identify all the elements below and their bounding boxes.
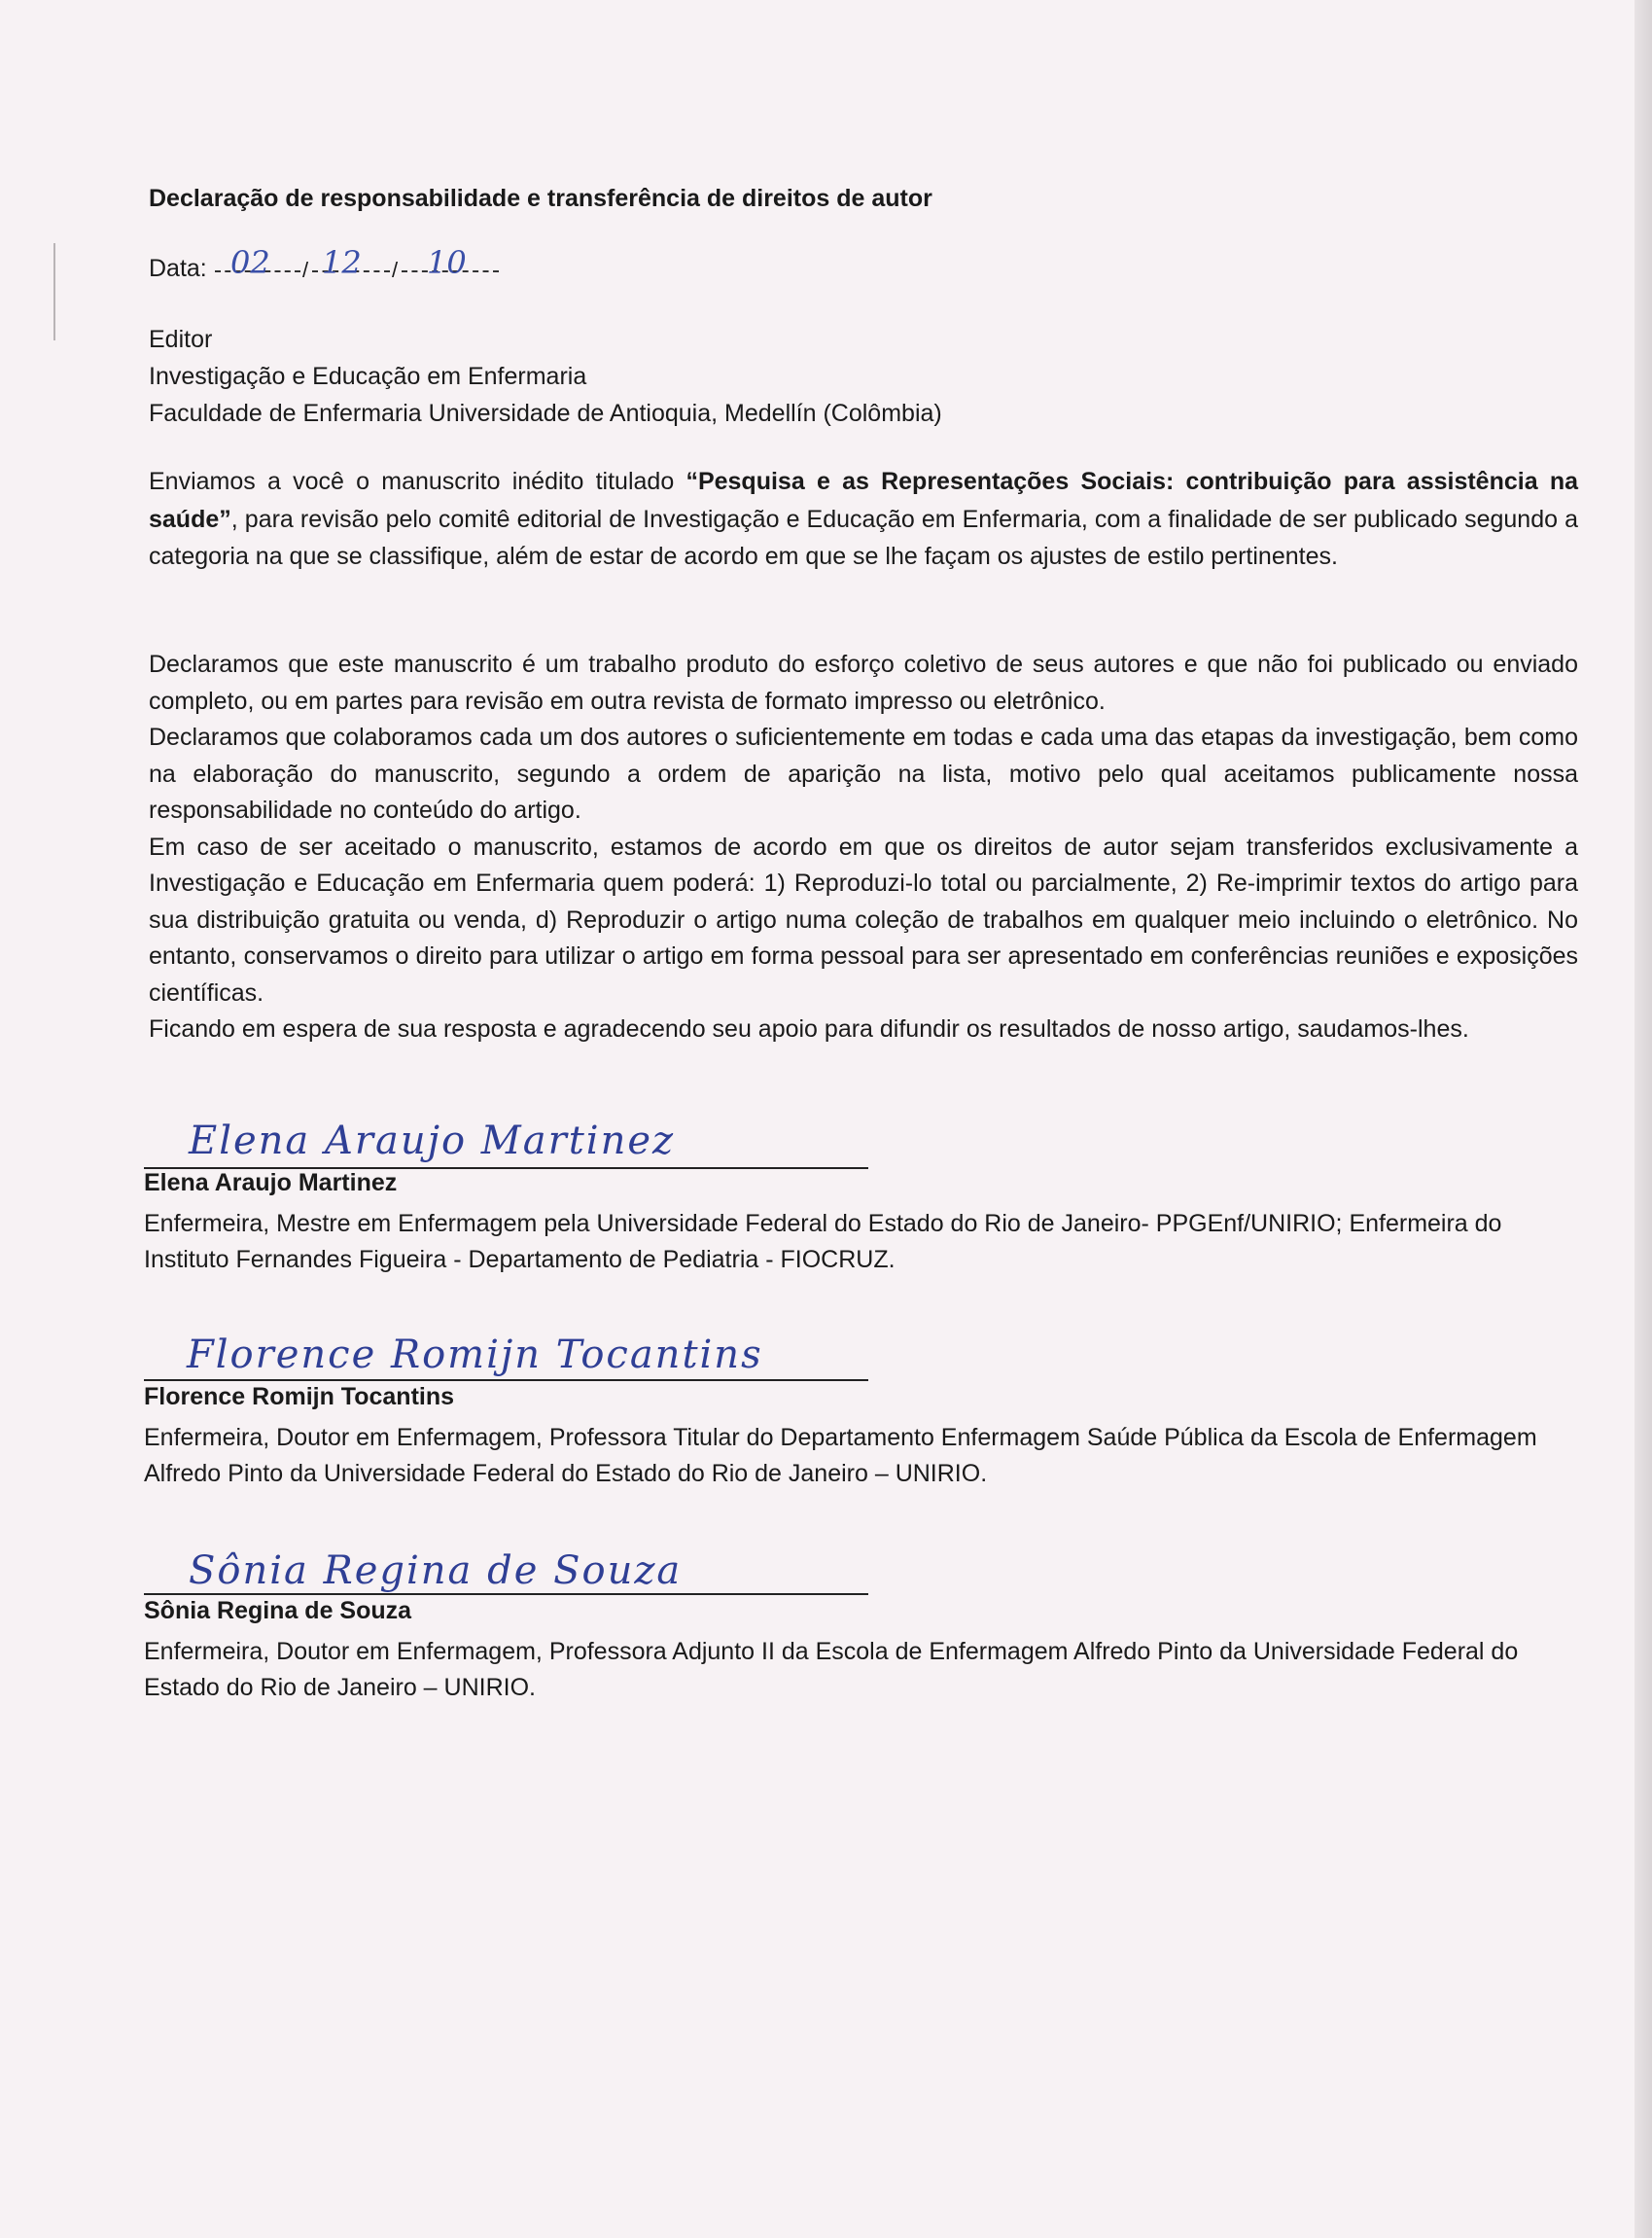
page-edge (1634, 0, 1652, 2238)
signatory-name: Elena Araujo Martinez (144, 1169, 398, 1196)
intro-prefix: Enviamos a você o manuscrito inédito titulado (149, 468, 686, 495)
handwritten-signature: Elena Araujo Martinez (189, 1119, 676, 1163)
signatory-name: Florence Romijn Tocantins (144, 1383, 455, 1410)
date-slash: / (392, 258, 399, 282)
paragraph-intro (149, 463, 1578, 576)
scan-mark (53, 243, 55, 340)
signature-line (144, 1379, 868, 1381)
paragraph-group (149, 647, 1578, 1048)
handwritten-signature: Sônia Regina de Souza (189, 1548, 683, 1593)
date-year: 10 (427, 244, 467, 281)
paragraph-collaboration: Declaramos que colaboramos cada um dos autores o suficientemente em todas e cada uma das etapas da investigação, bem como na elaboração do manuscrito, segundo a ordem de aparição na lista, motivo pelo qual aceitamos publicamente nossa responsabilidade no conteúdo do artigo. (149, 724, 1578, 824)
signatory-description: Enfermeira, Doutor em Enfermagem, Professora Adjunto II da Escola de Enfermagem Alfredo Pinto da Universidade Federal do Estado do Rio de Janeiro – UNIRIO. (144, 1638, 1519, 1701)
paragraph-closing: Ficando em espera de sua resposta e agradecendo seu apoio para difundir os resultados de nosso artigo, saudamos-lhes. (149, 1015, 1469, 1043)
date-day: 02 (230, 244, 270, 281)
date-label: Data: (149, 255, 207, 282)
document-title: Declaração de responsabilidade e transferência de direitos de autor (149, 185, 932, 212)
date-slash: / (302, 258, 309, 282)
date-line (149, 245, 1578, 280)
addressee-line: Faculdade de Enfermaria Universidade de Antioquia, Medellín (Colômbia) (149, 400, 942, 427)
signatory-description: Enfermeira, Mestre em Enfermagem pela Universidade Federal do Estado do Rio de Janeiro- PPGEnf/UNIRIO; Enfermeira do Instituto Fernandes Figueira - Departamento de Pediatria - FIOCRUZ. (144, 1210, 1502, 1273)
manuscript-title: “Pesquisa e as Representações Sociais: contribuição para assistência na saúde” (149, 468, 1579, 533)
date-month: 12 (322, 244, 362, 281)
paragraph-declaration: Declaramos que este manuscrito é um trabalho produto do esforço coletivo de seus autores e que não foi publicado ou enviado completo, ou em partes para revisão em outra revista de formato impresso ou eletrônico. (149, 651, 1578, 715)
paragraph-copyright: Em caso de ser aceitado o manuscrito, estamos de acordo em que os direitos de autor sejam transferidos exclusivamente a Investigação e Educação em Enfermaria quem poderá: 1) Reproduzi-lo total ou parcialmente, 2) Re-imprimir textos do artigo para sua distribuição gratuita ou venda, d) Reproduzir o artigo numa coleção de trabalhos em qualquer meio incluindo o eletrônico. No entanto, conservamos o direito para utilizar o artigo em forma pessoal para ser apresentado em conferências reuniões e exposições científicas. (149, 833, 1578, 1007)
handwritten-signature: Florence Romijn Tocantins (187, 1332, 763, 1377)
signatory-description: Enfermeira, Doutor em Enfermagem, Professora Titular do Departamento Enfermagem Saúde Pública da Escola de Enfermagem Alfredo Pinto da Universidade Federal do Estado do Rio de Janeiro – UNIRIO. (144, 1424, 1537, 1487)
signature-line (144, 1593, 868, 1595)
addressee-line: Editor (149, 326, 213, 353)
intro-suffix: , para revisão pelo comitê editorial de Investigação e Educação em Enfermaria, com a finalidade de ser publicado segundo a categoria na que se classifique, além de estar de acordo em que se lhe façam os ajustes de estilo pertinentes. (149, 505, 1578, 570)
signatory-name: Sônia Regina de Souza (144, 1597, 412, 1624)
addressee (149, 321, 1578, 432)
addressee-line: Investigação e Educação em Enfermaria (149, 363, 587, 390)
